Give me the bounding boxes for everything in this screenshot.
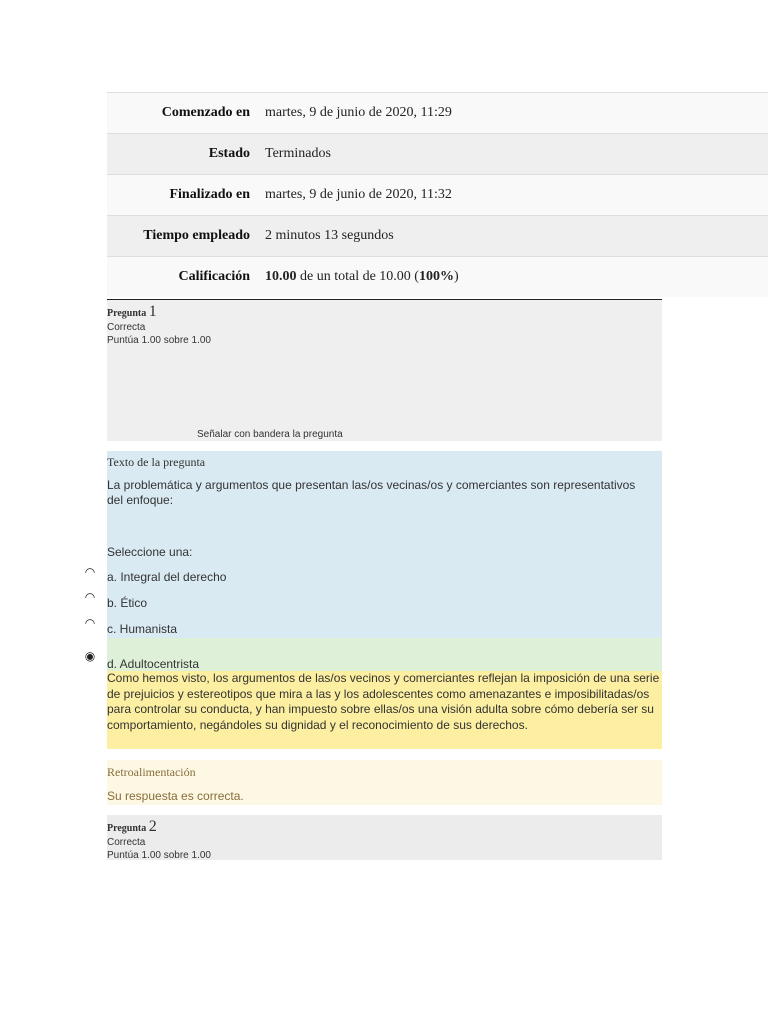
summary-label: Comenzado en bbox=[161, 105, 250, 120]
question-grade: Puntúa 1.00 sobre 1.00 bbox=[107, 335, 211, 346]
summary-row-time bbox=[107, 215, 768, 256]
grade-mid: de un total de 10.00 ( bbox=[296, 269, 419, 284]
radio-option-c[interactable]: ◠ bbox=[84, 616, 96, 630]
question-label: Pregunta bbox=[107, 308, 147, 319]
grade-end: ) bbox=[453, 269, 459, 284]
question-text-body: La problemática y argumentos que presentan las/os vecinas/os y comerciantes son representativos del enfoque: bbox=[107, 478, 636, 507]
question-text-header: Texto de la pregunta bbox=[107, 455, 206, 469]
summary-label: Tiempo empleado bbox=[143, 228, 250, 243]
feedback-header: Retroalimentación bbox=[107, 765, 196, 779]
flag-question-link[interactable]: Señalar con bandera la pregunta bbox=[197, 429, 343, 440]
answer-explanation: Como hemos visto, los argumentos de las/os vecinos y comerciantes reflejan la imposición de una serie de prejuicios y estereotipos que mira a las y los adolescentes como amenazantes e imposibilitadas/os para controlar su conducta, y han impuesto sobre ellas/os una visión adulta sobre cómo debería ser su comportamiento, negándoles su dignidad y el reconocimiento de sus derechos. bbox=[107, 671, 662, 749]
radio-option-a[interactable]: ◠ bbox=[84, 565, 96, 579]
question-number bbox=[107, 300, 662, 321]
summary-label: Calificación bbox=[178, 269, 250, 284]
question-number bbox=[107, 815, 662, 836]
summary-value: 2 minutos 13 segundos bbox=[265, 228, 394, 243]
summary-row-finished bbox=[107, 174, 768, 215]
select-one-prompt: Seleccione una: bbox=[107, 545, 193, 559]
question-number-value: 1 bbox=[148, 303, 157, 320]
summary-label: Estado bbox=[208, 146, 250, 161]
summary-value: martes, 9 de junio de 2020, 11:29 bbox=[265, 105, 452, 120]
feedback-box bbox=[107, 760, 662, 805]
radio-option-b[interactable]: ◠ bbox=[84, 590, 96, 604]
question-grade: Puntúa 1.00 sobre 1.00 bbox=[107, 850, 211, 861]
grade-value bbox=[250, 269, 459, 285]
summary-row-state bbox=[107, 133, 768, 174]
attempt-summary-table bbox=[107, 92, 768, 297]
summary-row-grade bbox=[107, 256, 768, 297]
question-label: Pregunta bbox=[107, 823, 147, 834]
option-d[interactable]: d. Adultocentrista bbox=[107, 657, 200, 671]
summary-value: martes, 9 de junio de 2020, 11:32 bbox=[265, 187, 452, 202]
summary-label: Finalizado en bbox=[169, 187, 250, 202]
radio-option-d-selected[interactable]: ◉ bbox=[84, 649, 96, 663]
question-state: Correcta bbox=[107, 322, 146, 333]
summary-value: Terminados bbox=[265, 146, 331, 161]
grade-percent: 100% bbox=[418, 269, 454, 284]
option-a[interactable]: a. Integral del derecho bbox=[107, 570, 227, 584]
option-d-row[interactable] bbox=[107, 638, 662, 671]
feedback-message: Su respuesta es correcta. bbox=[107, 789, 244, 803]
question-1-text bbox=[107, 451, 662, 638]
option-c[interactable]: c. Humanista bbox=[107, 622, 178, 636]
summary-row-started bbox=[107, 92, 768, 133]
question-1-info bbox=[107, 299, 662, 441]
question-2-info bbox=[107, 815, 662, 860]
option-b[interactable]: b. Ético bbox=[107, 596, 148, 610]
question-state: Correcta bbox=[107, 837, 146, 848]
question-number-value: 2 bbox=[148, 818, 157, 835]
grade-score: 10.00 bbox=[265, 269, 297, 284]
